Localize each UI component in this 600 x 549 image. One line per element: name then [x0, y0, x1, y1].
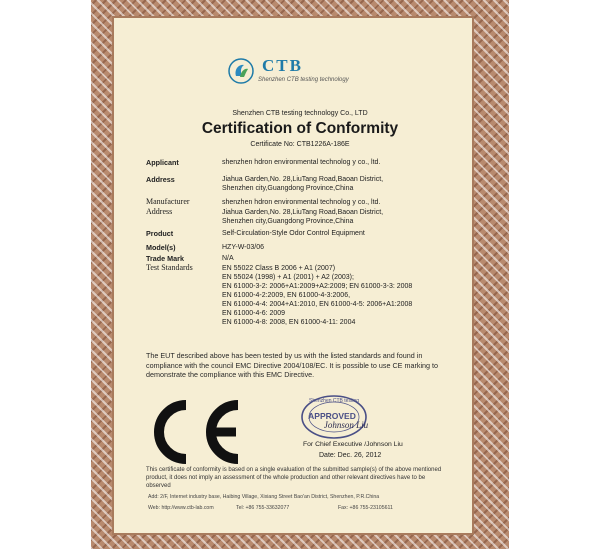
footer-fax: Fax: +86 755-23105611	[338, 505, 393, 511]
applicant-value: shenzhen hdron environmental technolog y co., ltd.	[222, 159, 381, 166]
footer-tel: Tel: +86 755-33632077	[236, 505, 290, 511]
svg-text:Johnson Liu: Johnson Liu	[323, 420, 369, 430]
product-value: Self-Circulation-Style Odor Control Equipment	[222, 230, 365, 237]
brand-tagline: Shenzhen CTB testing technology	[258, 77, 349, 83]
ce-mark-icon	[138, 397, 246, 467]
manufacturer-label: Manufacturer	[146, 197, 190, 206]
trade-mark-value: N/A	[222, 255, 234, 262]
manufacturer-address-line-1: Jiahua Garden,No. 28,LiuTang Road,Baoan District,	[222, 209, 384, 216]
test-standard-line: EN 61000-4-6: 2009	[222, 310, 286, 317]
certificate-number: Certificate No: CTB1226A-186E	[250, 141, 350, 148]
approval-stamp-icon	[296, 393, 378, 441]
test-standard-line: EN 61000-4-2:2009, EN 61000-4-3:2006,	[222, 292, 351, 299]
address-line-2: Shenzhen city,Guangdong Province,China	[222, 185, 354, 192]
manufacturer-address-label: Address	[146, 207, 173, 216]
ctb-logo-icon	[228, 58, 254, 84]
disclaimer: This certificate of conformity is based on a single evaluation of the submitted sample(s) of the above mentioned product, it does not imply an assessment of the whole production and other relevant directives have to be observed	[146, 467, 442, 489]
test-standard-line: EN 61000-4-4: 2004+A1:2010, EN 61000-4-5: 2006+A1:2008	[222, 301, 413, 308]
manufacturer-value: shenzhen hdron environmental technolog y co., ltd.	[222, 199, 381, 206]
signatory: For Chief Executive /Johnson Liu	[303, 441, 403, 448]
footer-address: Add: 2/F, Internet industry base, Haibing Village, Xixiang Street Bao'an District, Shenzhen, P.R.China	[148, 494, 380, 500]
address-line-1: Jiahua Garden,No. 28,LiuTang Road,Baoan District,	[222, 176, 384, 183]
issuer-name: Shenzhen CTB testing technology Co., LTD	[232, 110, 368, 117]
test-standard-line: EN 55022 Class B 2006 + A1 (2007)	[222, 265, 336, 272]
test-standard-line: EN 55024 (1998) + A1 (2001) + A2 (2003);	[222, 274, 354, 281]
footer-web: Web: http://www.ctb-lab.com	[148, 505, 214, 511]
brand-name: CTB	[262, 56, 303, 75]
model-value: HZY-W-03/06	[222, 244, 265, 251]
test-standard-line: EN 61000-3-2: 2006+A1:2009+A2:2009; EN 61000-3-3: 2008	[222, 283, 413, 290]
test-standards-label: Test Standards	[146, 263, 193, 272]
svg-text:APPROVED: APPROVED	[308, 411, 356, 421]
manufacturer-address-line-2: Shenzhen city,Guangdong Province,China	[222, 218, 354, 225]
product-label: Product	[146, 229, 174, 238]
trade-mark-label: Trade Mark	[146, 254, 184, 263]
page-title: Certification of Conformity	[201, 120, 399, 137]
model-label: Model(s)	[146, 243, 176, 252]
svg-text:Shenzhen CTB testing: Shenzhen CTB testing	[308, 398, 360, 404]
compliance-statement: The EUT described above has been tested by us with the listed standards and found in compliance with the council EMC Directive 2004/108/EC. It is possible to use CE marking to demonstrate the compliance with this EMC Directive.	[146, 351, 439, 379]
issue-date: Date: Dec. 26, 2012	[319, 452, 382, 459]
applicant-label: Applicant	[146, 158, 179, 167]
address-label: Address	[146, 175, 175, 184]
test-standard-line: EN 61000-4-8: 2008, EN 61000-4-11: 2004	[222, 319, 356, 326]
